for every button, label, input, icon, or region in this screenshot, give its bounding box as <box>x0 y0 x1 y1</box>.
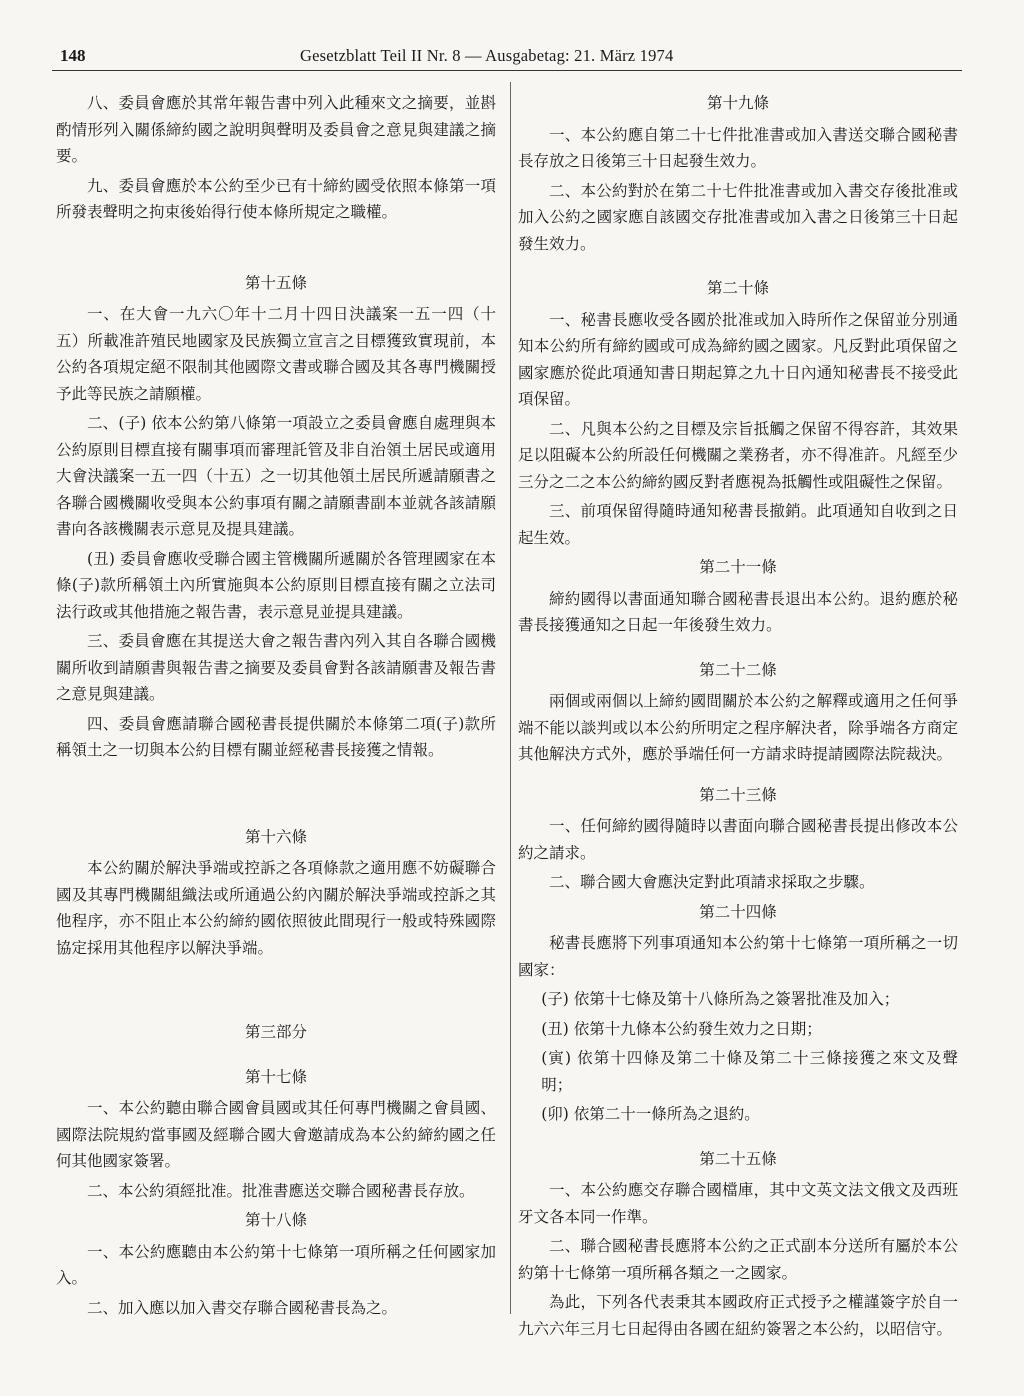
paragraph-8: 八、委員會應於其常年報告書中列入此種來文之摘要，並斟酌情形列入關係締約國之說明與聲明及委員會之意見與建議之摘要。 <box>56 94 496 165</box>
article-15-para-4: 四、委員會應請聯合國秘書長提供關於本條第二項(子)款所稱領土之一切與本公約目標有關並經秘書長接獲之情報。 <box>56 714 496 759</box>
header-title: Gesetzblatt Teil II Nr. 8 — Ausgabetag: 21. März 1974 <box>300 46 674 65</box>
closing-clause: 為此，下列各代表秉其本國政府正式授予之權謹簽字於自一九六六年三月七日起得由各國在紐約簽署之本公約，以昭信守。 <box>518 1293 958 1338</box>
article-17-para-1: 一、本公約聽由聯合國會員國或其任何專門機關之會員國、國際法院規約當事國及經聯合國大會邀請成為本公約締約國之任何其他國家簽署。 <box>56 1099 496 1170</box>
article-17-heading: 第十七條 <box>244 1067 307 1086</box>
article-22-heading: 第二十二條 <box>699 660 777 679</box>
header-rule <box>52 70 962 71</box>
article-24-heading: 第二十四條 <box>699 902 777 921</box>
article-19-para-2: 二、本公約對於在第二十七件批准書或加入書交存後批准或加入公約之國家應自該國交存批准書或加入書之日後第三十日起發生效力。 <box>518 181 958 253</box>
article-20-para-1: 一、秘書長應收受各國於批准或加入時所作之保留並分別通知本公約所有締約國或可成為締約國之國家。凡反對此項保留之國家應於從此項通知書日期起算之九十日內通知秘書長不接受此項保留。 <box>518 310 958 408</box>
article-18-para-2: 二、加入應以加入書交存聯合國秘書長為之。 <box>87 1298 398 1317</box>
page-number: 148 <box>60 46 86 65</box>
page-header <box>60 46 965 70</box>
right-column <box>518 90 958 1345</box>
article-24-item-d: (卯) 依第二十一條所為之退約。 <box>541 1105 760 1123</box>
article-19-heading: 第十九條 <box>706 94 769 112</box>
article-15-heading: 第十五條 <box>244 273 307 292</box>
article-20-para-3: 三、前項保留得隨時通知秘書長撤銷。此項通知自收到之日起生效。 <box>518 502 958 547</box>
article-15-para-2b: (丑) 委員會應收受聯合國主管機關所遞關於各管理國家在本條(子)款所稱領土內所實施與本公約原則目標直接有關之立法司法行政或其他措施之報告書，表示意見並提具建議。 <box>56 549 496 621</box>
article-15-para-3: 三、委員會應在其提送大會之報告書內列入其自各聯合國機關所收到請願書與報告書之摘要及委員會對各該請願書及報告書之意見與建議。 <box>56 632 496 703</box>
article-23-heading: 第二十三條 <box>699 785 777 804</box>
article-24-item-b: (丑) 依第十九條本公約發生效力之日期； <box>541 1019 822 1038</box>
left-column <box>56 90 496 1324</box>
article-19-para-1: 一、本公約應自第二十七件批准書或加入書送交聯合國秘書長存放之日後第三十日起發生效力。 <box>518 125 958 170</box>
paragraph-9: 九、委員會應於本公約至少已有十締約國受依照本條第一項所發表聲明之拘束後始得行使本條所規定之職權。 <box>56 176 496 221</box>
article-18-heading: 第十八條 <box>244 1211 307 1229</box>
article-17-para-2: 二、本公約須經批准。批准書應送交聯合國秘書長存放。 <box>87 1181 475 1200</box>
article-16-heading: 第十六條 <box>244 827 307 846</box>
article-25-heading: 第二十五條 <box>699 1149 777 1168</box>
column-divider <box>510 82 511 1314</box>
article-20-heading: 第二十條 <box>706 279 769 297</box>
article-15-para-2a: 二、(子) 依本公約第八條第一項設立之委員會應自處理與本公約原則目標直接有關事項而審理託管及非自治領土居民或適用大會決議案一五一四（十五）之一切其他領土居民所遞請願書之各聯合國機關收受與本公約事項有關之請願書副本並就各該請願書向各該機關表示意見及提具建議。 <box>56 414 496 538</box>
part-3-heading: 第三部分 <box>244 1023 307 1041</box>
article-23-para-1: 一、任何締約國得隨時以書面向聯合國秘書長提出修改本公約之請求。 <box>518 817 958 862</box>
article-22-text: 兩個或兩個以上締約國間關於本公約之解釋或適用之任何爭端不能以談判或以本公約所明定之程序解決者，除爭端各方商定其他解決方式外，應於爭端任何一方請求時提請國際法院裁決。 <box>518 692 958 763</box>
article-24-intro: 秘書長應將下列事項通知本公約第十七條第一項所稱之一切國家： <box>518 934 958 979</box>
article-24-item-a: (子) 依第十七條及第十八條所為之簽署批准及加入； <box>541 990 900 1008</box>
article-23-para-2: 二、聯合國大會應決定對此項請求採取之步驟。 <box>549 873 875 891</box>
article-21-text: 締約國得以書面通知聯合國秘書長退出本公約。退約應於秘書長接獲通知之日起一年後發生效力。 <box>518 589 958 634</box>
article-15-para-1: 一、在大會一九六〇年十二月十四日決議案一五一四（十五）所載准許殖民地國家及民族獨立宣言之目標獲致實現前，本公約各項規定絕不限制其他國際文書或聯合國及其各專門機關授予此等民族之請願權。 <box>56 305 496 403</box>
article-16-text: 本公約關於解決爭端或控訴之各項條款之適用應不妨礙聯合國及其專門機關組織法或所通過公約內關於解決爭端或控訴之其他程序，亦不阻止本公約締約國依照彼此間現行一般或特殊國際協定採用其他程序以解決爭端。 <box>56 859 496 957</box>
article-18-para-1: 一、本公約應聽由本公約第十七條第一項所稱之任何國家加入。 <box>56 1242 496 1287</box>
article-24-item-c: (寅) 依第十四條及第二十條及第二十三條接獲之來文及聲明； <box>541 1049 958 1094</box>
article-20-para-2: 二、凡與本公約之目標及宗旨抵觸之保留不得容許，其效果足以阻礙本公約所設任何機關之業務者，亦不得准許。凡經至少三分之二之本公約締約國反對者應視為抵觸性或阻礙性之保留。 <box>518 419 958 491</box>
article-21-heading: 第二十一條 <box>699 558 777 576</box>
article-25-para-1: 一、本公約應交存聯合國檔庫，其中文英文法文俄文及西班牙文各本同一作準。 <box>518 1181 958 1226</box>
article-25-para-2: 二、聯合國秘書長應將本公約之正式副本分送所有屬於本公約第十七條第一項所稱各類之一之國家。 <box>518 1237 958 1282</box>
